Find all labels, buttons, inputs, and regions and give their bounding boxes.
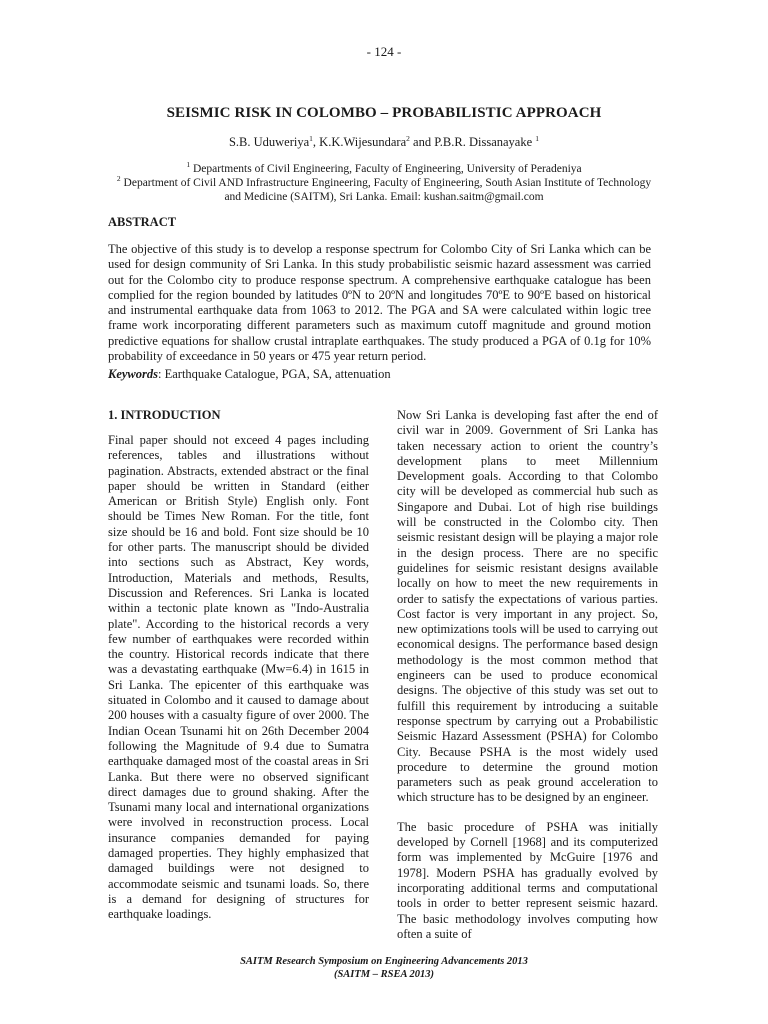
author-separator: , [312, 135, 320, 149]
intro-paragraph-left: Final paper should not exceed 4 pages including references, tables and illustrations without pagination. Abstracts, extended abstract or the final paper should be written in Standard (either American or British Style) English only. Font should be Times New Roman. For the title, font size should be 16 and bold. Font size should be 10 for other parts. The manuscript should be divided into sections such as Abstract, Key words, Introduction, Materials and methods, Results, Discussion and References. Sri Lanka is located within a tectonic plate known as "Indo-Australia plate". According to the historical records a very few number of earthquakes were recorded within the country. Historical records indicate that there was a devastating earthquake (Mw=6.4) in 1615 in Sri Lanka. The epicenter of this earthquake was situated in Colombo and it caused to damage about 200 houses with a casualty figure of over 2000. The Indian Ocean Tsunami hit on 26th December 2004 following the Magnitude of 9.4 due to Sumatra earthquake damaged most of the coastal areas in Sri Lanka. But there were no observed significant direct damages due to ground shaking. After the Tsunami many local and international organizations were involved in reconstruction process. Local insurance companies demanded for paying damaged properties. They highly emphasized that damaged buildings were not designed to accommodate seismic and tsunami loads. So, there is a demand for designing of structures for earthquake loadings. [108, 433, 369, 922]
affiliation-1 [60, 160, 708, 177]
affiliation-1-mark: 1 [186, 160, 191, 170]
author-3-affiliation-mark: 1 [535, 133, 540, 143]
affiliation-2-text-cont: and Medicine (SAITM), Sri Lanka. Email: kushan.saitm@gmail.com [224, 190, 544, 203]
affiliation-2-text: Department of Civil AND Infrastructure Engineering, Faculty of Engineering, South Asian Institute of Technology [120, 177, 652, 189]
keywords-colon: : [158, 367, 162, 381]
footer-symposium-abbrev: (SAITM – RSEA 2013) [333, 969, 435, 980]
abstract-heading: ABSTRACT [108, 215, 177, 229]
intro-paragraph-right-1: Now Sri Lanka is developing fast after the end of civil war in 2009. Government of Sri Lanka has taken necessary action to orient the country’s development plans to meet Millennium Development goals. According to that Colombo city will be developed as commercial hub such as Singapore and Dubai. Lot of high rise buildings will be constructed in the Colombo city. Then seismic resistant design will be playing a major role in the design process. There are no specific guidelines for seismic resistant designs available locally on how to meet the new requirements in order to satisfy the expectations of various parties. Cost factor is very important in any project. So, new optimizations tools will be used to carrying out economical designs. The performance based design methodology is the most common method that engineers can be used to produce economical designs. The objective of this study was set out to fulfill this requirement by introducing a suitable response spectrum by carrying out a Probabilistic Seismic Hazard Assessment (PSHA) for Colombo City. Because PSHA is the most widely used procedure to determine the ground motion parameters such as peak ground acceleration to which structure has to be designed by an engineer. [397, 408, 658, 805]
author-1: S.B. Uduweriya [228, 135, 310, 149]
right-column [397, 408, 658, 942]
author-2-affiliation-mark: 2 [406, 133, 410, 143]
affiliation-1-text: Departments of Civil Engineering, Faculty of Engineering, University of Peradeniya [190, 163, 582, 175]
section-heading-introduction: 1. INTRODUCTION [108, 408, 221, 422]
footer-symposium-name: SAITM Research Symposium on Engineering Advancements 2013 [240, 956, 528, 967]
author-list [0, 135, 768, 150]
author-3: P.B.R. Dissanayake [434, 135, 536, 149]
keywords-line [108, 367, 391, 382]
page-footer [0, 955, 768, 981]
author-2: K.K.Wijesundara [319, 135, 407, 149]
keywords-text: Earthquake Catalogue, PGA, SA, attenuation [161, 367, 391, 381]
left-column [108, 433, 369, 923]
affiliation-2 [60, 174, 708, 204]
page-number: - 124 - [366, 44, 402, 59]
paper-title: SEISMIC RISK IN COLOMBO – PROBABILISTIC APPROACH [166, 105, 602, 121]
keywords-label: Keywords [108, 367, 158, 381]
affiliation-2-mark: 2 [116, 174, 121, 184]
author-1-affiliation-mark: 1 [309, 133, 313, 143]
author-separator: and [409, 135, 435, 149]
abstract-body: The objective of this study is to develop a response spectrum for Colombo City of Sri Lanka which can be used for design community of Sri Lanka. In this study probabilistic seismic hazard assessment was carried out for the Colombo city to produce response spectrum. A comprehensive earthquake catalogue has been complied for the region bounded by latitudes 0ºN to 20ºN and longitudes 70ºE to 90ºE based on historical and instrumental earthquake data from 1063 to 2012. The PGA and SA were calculated within logic tree frame work incorporating different parameters such as maximum cutoff magnitude and ground motion predictive equations for shallow crustal intraplate earthquakes. The study produced a PGA of 0.1g for 10% probability of exceedance in 50 years or 475 year return period. [108, 242, 651, 364]
intro-paragraph-right-2: The basic procedure of PSHA was initially developed by Cornell [1968] and its computerized form was implemented by McGuire [1976 and 1978]. Modern PSHA has gradually evolved by incorporating additional terms and computational tools in order to better represent seismic hazard. The basic methodology involves computing how often a suite of [397, 819, 658, 941]
